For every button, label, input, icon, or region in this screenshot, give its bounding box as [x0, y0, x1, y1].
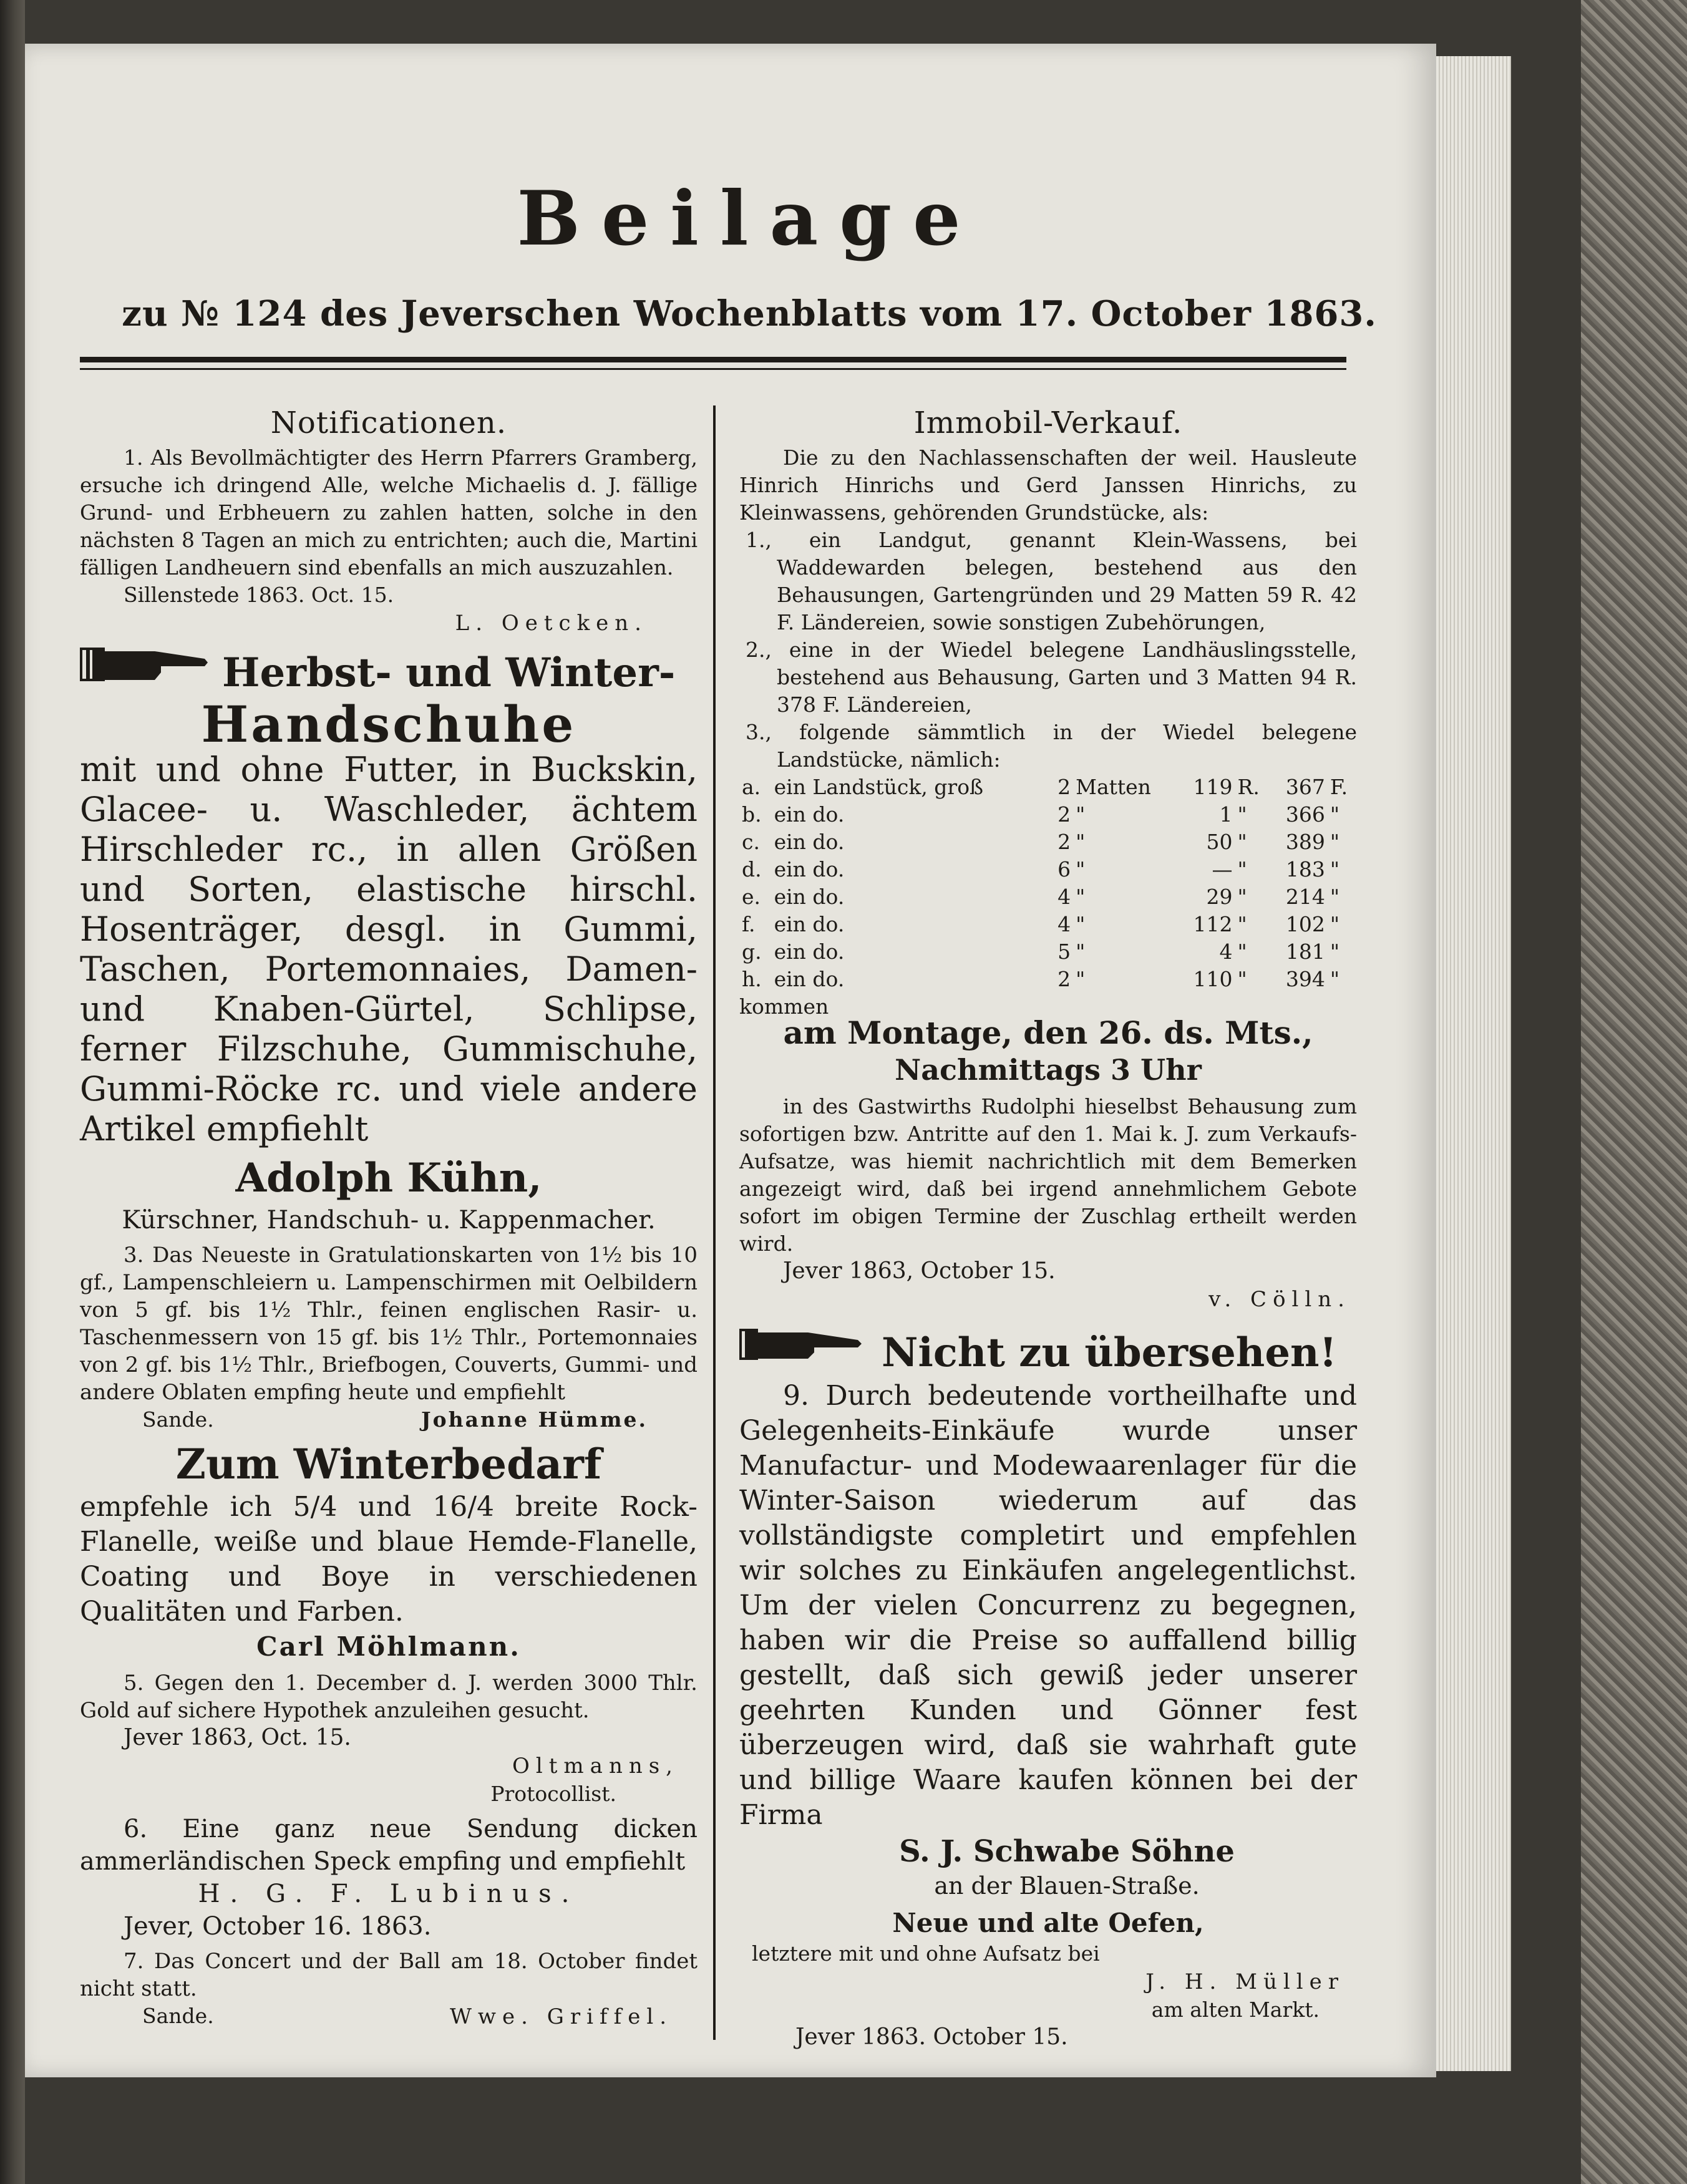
- lot-ruten: —: [1212, 857, 1233, 881]
- lot-ruten-unit: ": [1237, 802, 1247, 827]
- ad-sub: letztere mit und ohne Aufsatz bei: [752, 1941, 1100, 1966]
- notice-signature: L. Oetcken.: [455, 611, 648, 636]
- lot-ruten: 4: [1219, 939, 1233, 964]
- lot-desc: ein do.: [774, 967, 845, 991]
- lot-desc: ein do.: [774, 830, 845, 854]
- ad-signature: Carl Möhlmann.: [256, 1631, 521, 1662]
- lot-ruten-unit: ": [1237, 912, 1247, 936]
- lot-ruten: 50: [1206, 830, 1233, 854]
- notice-text: 1. Als Bevollmächtigter des Herrn Pfarrers Gramberg, ersuche ich dringend Alle, welche Michaelis d. J. fällige Grund- und Erbheuern zu zahlen hatten, solche in den nächsten 8 Tagen an mich zu entrichten; auch die, Martini fälligen Landheuern sind ebenfalls an mich auszuzahlen.: [80, 445, 698, 580]
- lot-matten-unit: ": [1076, 912, 1086, 936]
- lot-matten-unit: Matten: [1076, 775, 1151, 799]
- lot-matten: 4: [1057, 885, 1071, 909]
- ad-signature-title: Protocollist.: [490, 1782, 616, 1806]
- lot-row: [739, 828, 1357, 856]
- firm-address: an der Blauen-Straße.: [934, 1872, 1200, 1900]
- pointing-hand-icon: [739, 1323, 877, 1366]
- lot-row: [739, 856, 1357, 883]
- lot-fuss: 181: [1285, 939, 1325, 964]
- lot-matten: 2: [1057, 775, 1071, 799]
- notification-section: [80, 405, 698, 638]
- lot-matten-unit: ": [1076, 857, 1086, 881]
- lot-letter: b.: [742, 802, 762, 827]
- ad-hypothek: [80, 1669, 698, 1808]
- lot-fuss-unit: ": [1330, 885, 1340, 909]
- estate-place-date: Jever 1863, October 15.: [783, 1258, 1056, 1284]
- lot-ruten: 119: [1193, 775, 1233, 799]
- header-rule: [80, 357, 1346, 362]
- kommen-text: kommen: [739, 994, 829, 1019]
- header-rule-thin: [80, 368, 1346, 370]
- lot-fuss: 389: [1285, 830, 1325, 854]
- lot-desc: ein do.: [774, 912, 845, 936]
- auction-date: am Montage, den 26. ds. Mts.,: [783, 1014, 1313, 1051]
- lot-ruten-unit: ": [1237, 967, 1247, 991]
- lot-fuss: 366: [1285, 802, 1325, 827]
- lot-desc: ein do.: [774, 885, 845, 909]
- lot-matten-unit: ": [1076, 802, 1086, 827]
- lot-row: [739, 938, 1357, 966]
- ad-winterbedarf: [80, 1439, 698, 1664]
- ad-text: 3. Das Neueste in Gratulationskarten von 1½ bis 10 gf., Lampenschleiern u. Lampenschirmen mit Oelbildern von 5 gf. bis 1½ Thlr., feinen englischen Rasir- u. Taschenmessern von 15 gf. bis 1½ Thlr., Portemonnaies von 2 gf. bis 1½ Thlr., Briefbogen, Couverts, Gummi- und andere Oblaten empfing heute und empfiehlt: [80, 1243, 698, 1405]
- ad-body: mit und ohne Futter, in Buckskin, Glacee- u. Waschleder, ächtem Hirschleder rc., in allen Größen und Sorten, elastische hirschl. Hosenträger, desgl. in Gummi, Taschen, Portemonnaies, Damen- und Knaben-Gürtel, Schlipse, ferner Filzschuhe, Gummischuhe, Gummi-Röcke rc. und viele andere Artikel empfiehlt: [80, 750, 698, 1148]
- lot-ruten: 1: [1219, 802, 1233, 827]
- lot-row: [739, 966, 1357, 993]
- advertiser-profession: Kürschner, Handschuh- u. Kappenmacher.: [122, 1206, 656, 1235]
- lot-fuss: 102: [1285, 912, 1325, 936]
- pointing-hand-icon: [80, 643, 217, 686]
- newspaper-page: [25, 44, 1436, 2077]
- page-subtitle: zu № 124 des Jeverschen Wochenblatts vom 17. October 1863.: [122, 293, 1377, 334]
- binding-shadow: [0, 0, 25, 2184]
- ad-text: 5. Gegen den 1. December d. J. werden 3000 Thlr. Gold auf sichere Hypothek anzuleihen gesucht.: [80, 1671, 698, 1723]
- lot-fuss-unit: F.: [1330, 775, 1348, 799]
- lot-fuss: 394: [1285, 967, 1325, 991]
- lot-fuss-unit: ": [1330, 939, 1340, 964]
- estate-item-2: 2., eine in der Wiedel belegene Landhäuslingsstelle, bestehend aus Behausung, Garten und 3 Matten 94 R. 378 F. Ländereien,: [746, 638, 1357, 717]
- lot-letter: c.: [742, 830, 760, 854]
- ad-signature: Johanne Hümme.: [421, 1407, 648, 1432]
- lot-matten: 2: [1057, 830, 1071, 854]
- firm-name: S. J. Schwabe Söhne: [899, 1834, 1235, 1869]
- lot-desc: ein Landstück, groß: [774, 775, 984, 799]
- notice-place-date: Sillenstede 1863. Oct. 15.: [124, 583, 394, 607]
- lot-desc: ein do.: [774, 857, 845, 881]
- ad-heading-line1: Herbst- und Winter-: [222, 649, 676, 696]
- lot-matten-unit: ": [1076, 967, 1086, 991]
- ad-heading: Neue und alte Oefen,: [892, 1908, 1204, 1938]
- lot-fuss-unit: ": [1330, 830, 1340, 854]
- ad-place-date: Jever, October 16. 1863.: [124, 1912, 432, 1941]
- lot-desc: ein do.: [774, 802, 845, 827]
- lot-matten: 2: [1057, 802, 1071, 827]
- estate-intro: Die zu den Nachlassenschaften der weil. Hausleute Hinrich Hinrichs und Gerd Janssen Hinrichs, zu Kleinwassens, gehörenden Grundstücke, als:: [739, 445, 1357, 525]
- ad-heading-line2: Handschuhe: [201, 695, 576, 754]
- lot-matten-unit: ": [1076, 830, 1086, 854]
- lot-ruten: 29: [1206, 885, 1233, 909]
- lot-ruten: 110: [1193, 967, 1233, 991]
- ad-schwabe: [739, 1323, 1357, 1901]
- ad-place: Sande.: [142, 2004, 214, 2028]
- real-estate-section: [739, 405, 1357, 1314]
- ad-place-date: Jever 1863. October 15.: [795, 2024, 1068, 2050]
- ad-text: empfehle ich 5/4 und 16/4 breite Rock-Flanelle, weiße und blaue Hemde-Flanelle, Coating und Boye in verschiedenen Qualitäten und Farben.: [80, 1491, 698, 1628]
- ad-signature: H. G. F. Lubinus.: [198, 1880, 580, 1908]
- ad-place-date: Jever 1863, Oct. 15.: [124, 1725, 351, 1750]
- page-stack-edge: [1435, 56, 1511, 2071]
- lot-letter: f.: [742, 912, 756, 936]
- lot-fuss: 214: [1285, 885, 1325, 909]
- section-heading: Immobil-Verkauf.: [913, 405, 1183, 440]
- ad-stationery: [80, 1241, 698, 1434]
- estate-item-3: 3., folgende sämmtlich in der Wiedel belegene Landstücke, nämlich:: [746, 720, 1357, 772]
- lot-row: [739, 911, 1357, 938]
- auction-time: Nachmittags 3 Uhr: [895, 1053, 1202, 1087]
- ad-text: 7. Das Concert und der Ball am 18. October findet nicht statt.: [80, 1949, 698, 2001]
- lot-matten: 5: [1057, 939, 1071, 964]
- lot-ruten-unit: ": [1237, 885, 1247, 909]
- lot-row: [739, 801, 1357, 828]
- ad-signature: Oltmanns,: [512, 1754, 679, 1779]
- lot-matten-unit: ": [1076, 939, 1086, 964]
- lot-letter: d.: [742, 857, 762, 881]
- lot-matten: 4: [1057, 912, 1071, 936]
- lot-ruten: 112: [1193, 912, 1233, 936]
- lot-fuss-unit: ": [1330, 912, 1340, 936]
- ad-speck: [80, 1813, 698, 1943]
- ad-concert: [80, 1948, 698, 2031]
- column-divider: [713, 405, 716, 2040]
- ad-heading: Nicht zu übersehen!: [882, 1329, 1337, 1376]
- ad-signature: J. H. Müller: [1145, 1969, 1344, 1994]
- estate-signature: v. Cölln.: [1208, 1287, 1351, 1312]
- estate-item-1: 1., ein Landgut, genannt Klein-Wassens, bei Waddewarden belegen, bestehend aus den Behausungen, Gartengründen und 29 Matten 59 R. 42 F. Ländereien, sowie sonstigen Zubehörungen,: [746, 528, 1357, 634]
- lot-matten: 6: [1057, 857, 1071, 881]
- lot-fuss-unit: ": [1330, 857, 1340, 881]
- lot-letter: a.: [742, 775, 761, 799]
- lot-letter: h.: [742, 967, 762, 991]
- ad-place: Sande.: [142, 1407, 214, 1432]
- lot-fuss: 183: [1285, 857, 1325, 881]
- right-column: [739, 405, 1357, 2051]
- lot-letter: e.: [742, 885, 761, 909]
- advertiser-name: Adolph Kühn,: [235, 1155, 542, 1201]
- lot-desc: ein do.: [774, 939, 845, 964]
- left-column: [80, 405, 698, 2031]
- lot-fuss-unit: ": [1330, 967, 1340, 991]
- ad-heading: Zum Winterbedarf: [175, 1440, 602, 1488]
- lot-matten-unit: ": [1076, 885, 1086, 909]
- ad-signature: Wwe. Griffel.: [449, 2004, 673, 2029]
- lot-fuss: 367: [1285, 775, 1325, 799]
- lot-matten: 2: [1057, 967, 1071, 991]
- lot-letter: g.: [742, 939, 762, 964]
- ad-address: am alten Markt.: [1151, 1997, 1320, 2022]
- ad-text: 6. Eine ganz neue Sendung dicken ammerländischen Speck empfing und empfiehlt: [80, 1815, 698, 1876]
- section-heading: Notificationen.: [270, 405, 507, 440]
- lot-ruten-unit: ": [1237, 939, 1247, 964]
- page-title: Beilage: [517, 175, 982, 263]
- ad-gloves: [80, 643, 698, 1236]
- lot-ruten-unit: R.: [1237, 775, 1260, 799]
- lot-row: [739, 883, 1357, 911]
- ad-oefen: [739, 1906, 1357, 2051]
- lot-row: [739, 774, 1357, 801]
- book-cover-edge: [1581, 0, 1687, 2184]
- ad-text: 9. Durch bedeutende vortheilhafte und Gelegenheits-Einkäufe wurde unser Manufactur- und Modewaarenlager für die Winter-Saison wiederum auf das vollständigste completirt und empfehlen wir solches zu Einkäufen angelegentlichst. Um der vielen Concurrenz zu begegnen, haben wir die Preise so auffallend billig gestellt, daß sich gewiß jeder unserer geehrten Kunden und Gönner fest überzeugen wird, daß sie wahrhaft gute und billige Waare kaufen können bei der Firma: [739, 1380, 1357, 1831]
- lots-table: [739, 774, 1357, 993]
- lot-ruten-unit: ": [1237, 830, 1247, 854]
- lot-fuss-unit: ": [1330, 802, 1340, 827]
- lot-ruten-unit: ": [1237, 857, 1247, 881]
- estate-body: in des Gastwirths Rudolphi hieselbst Behausung zum sofortigen bzw. Antritte auf den 1. Mai k. J. zum Verkaufs-Aufsatze, was hiemit nachrichtlich mit dem Bemerken angezeigt wird, daß bei irgend annehmlichem Gebote sofort im obigen Termine der Zuschlag ertheilt werden wird.: [739, 1094, 1357, 1256]
